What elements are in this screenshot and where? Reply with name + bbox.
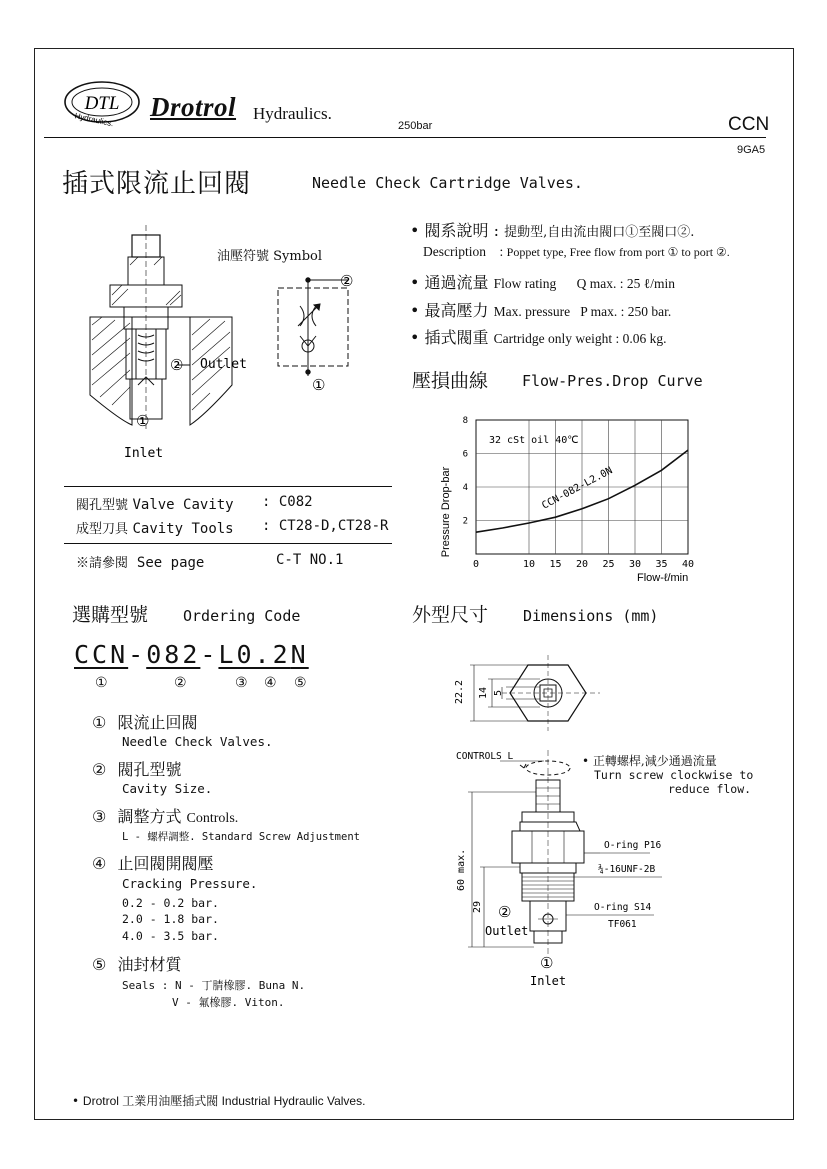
cavity-row3-value: C-T NO.1	[276, 552, 344, 568]
cavity-rule-top	[64, 486, 392, 487]
chart-ytick-label: 8	[462, 416, 468, 426]
logo-ring-text: Hydraulics.	[73, 111, 115, 129]
dim-14: 14	[478, 686, 489, 699]
dim-oring2-sub: TF061	[608, 919, 637, 930]
catalog-code: 9GA5	[737, 144, 766, 156]
spec-pressure: • 最高壓力 Max. pressure P max. : 250 bar.	[410, 301, 672, 320]
code-part-seal: N	[290, 640, 309, 669]
item5-cn: 油封材質	[117, 955, 182, 974]
footer-text: Drotrol 工業用油壓插式閥 Industrial Hydraulic Valves.	[82, 1094, 366, 1108]
drawing-outlet-label: Outlet	[200, 357, 247, 372]
item3-line1: L - 螺桿調整. Standard Screw Adjustment	[122, 831, 360, 843]
chart-annotation: 32 cSt oil 40℃	[489, 435, 579, 446]
chart-ytick-label: 4	[462, 483, 468, 493]
drawing-port2: ②	[170, 357, 184, 374]
chart-xlabel: Flow-ℓ/min	[637, 572, 689, 584]
brand-suffix: Hydraulics.	[253, 104, 332, 123]
code-part-cavity: 082	[146, 640, 201, 669]
title-cn: 插式限流止回閥	[62, 169, 252, 199]
spec-desc-en-label: Description	[423, 244, 486, 259]
chart-xtick-label: 40	[681, 559, 695, 570]
chart-xtick-label: 10	[522, 559, 536, 570]
cavity-row2-value: : CT28-D,CT28-R	[262, 518, 389, 534]
spec-flow-cn: 通過流量	[424, 273, 489, 292]
dim-60: 60 max.	[456, 848, 467, 891]
item4-cn: 止回閥開閥壓	[117, 854, 214, 873]
model-code: CCN	[728, 114, 770, 135]
ordering-item-4	[92, 851, 213, 874]
code-part-series: CCN	[74, 640, 129, 669]
code-num-3: ③	[235, 675, 248, 691]
item3-num: ③	[92, 807, 107, 826]
dim-port1: ①	[540, 955, 554, 972]
header-rule	[44, 137, 766, 138]
chart-xtick-label: 20	[575, 559, 589, 570]
dimension-drawing	[440, 655, 780, 995]
chart-ytick-label: 2	[462, 516, 468, 527]
spec-description-cn: • 閥系說明 : 提動型,自由流由閥口①至閥口②.	[410, 221, 695, 240]
chart-ytick-label: 6	[462, 449, 468, 460]
hydraulic-symbol	[270, 268, 370, 398]
cavity-row1-value: : C082	[262, 494, 313, 510]
spec-weight: • 插式閥重 Cartridge only weight : 0.06 kg.	[410, 328, 667, 347]
item4-num: ④	[92, 854, 107, 873]
cavity-row2-cn: 成型刀具	[76, 522, 129, 537]
item4-line3: 2.0 - 1.8 bar.	[122, 912, 219, 926]
brand-name: Drotrol	[150, 92, 237, 122]
item1-num: ①	[92, 713, 107, 732]
item2-num: ②	[92, 760, 107, 779]
code-num-2: ②	[174, 675, 187, 691]
drawing-inlet-label: Inlet	[124, 446, 164, 461]
item5-line2: V - 氟橡膠. Viton.	[172, 996, 285, 1009]
symbol-label: 油壓符號 Symbol	[217, 249, 323, 264]
dim-note-en1: Turn screw clockwise to	[594, 768, 754, 782]
dim-22: 22.2	[454, 679, 465, 704]
item5-line1: Seals : N - 丁腈橡膠. Buna N.	[122, 979, 306, 992]
cavity-row-2	[76, 518, 234, 537]
chart-xtick-label: 15	[549, 559, 562, 570]
cavity-row3-cn: ※請參閱	[76, 556, 129, 571]
flow-pressure-chart	[432, 412, 712, 587]
item1-cn: 限流止回閥	[117, 713, 198, 732]
dim-controls-label: CONTROLS L	[456, 751, 514, 762]
spec-pressure-cn: 最高壓力	[424, 301, 489, 320]
dimensions-title-en: Dimensions (mm)	[523, 607, 659, 625]
code-dash-2: -	[200, 640, 219, 669]
item4-line1: Cracking Pressure.	[122, 876, 258, 891]
spec-pressure-value: P max. : 250 bar.	[580, 304, 672, 319]
dimensions-title-cn: 外型尺寸	[412, 604, 489, 626]
drawing-port1: ①	[136, 413, 150, 430]
item3-cn: 調整方式	[117, 807, 182, 826]
item4-line2: 0.2 - 0.2 bar.	[122, 896, 219, 910]
title-en: Needle Check Cartridge Valves.	[312, 174, 583, 192]
curve-title-en: Flow-Pres.Drop Curve	[522, 372, 703, 390]
symbol-port1: ①	[312, 377, 326, 394]
footer: • Drotrol 工業用油壓插式閥 Industrial Hydraulic Valves.	[72, 1094, 366, 1108]
dim-port2: ②	[498, 904, 512, 921]
item1-line1: Needle Check Valves.	[122, 734, 273, 749]
code-num-5: ⑤	[294, 675, 307, 691]
dtl-logo	[62, 78, 148, 130]
cavity-row2-en: Cavity Tools	[132, 521, 234, 537]
dim-outlet: Outlet	[485, 924, 529, 938]
dim-note-en2: reduce flow.	[668, 782, 752, 796]
logo-text: DTL	[84, 93, 120, 114]
ordering-item-1	[92, 710, 197, 733]
code-part-pressure: 0.2	[236, 640, 291, 669]
dim-29: 29	[472, 900, 483, 913]
code-num-1: ①	[95, 675, 108, 691]
item2-cn: 閥孔型號	[117, 760, 182, 779]
dim-inlet: Inlet	[530, 974, 567, 988]
spec-flow: • 通過流量 Flow rating Q max. : 25 ℓ/min	[410, 273, 675, 292]
item4-line4: 4.0 - 3.5 bar.	[122, 929, 219, 943]
code-dash-1: -	[128, 640, 147, 669]
ordering-item-3	[92, 804, 238, 827]
ordering-item-2	[92, 757, 181, 780]
cavity-row1-cn: 閥孔型號	[76, 498, 129, 513]
cavity-row3-en: See page	[136, 555, 205, 571]
spec-flow-value: Q max. : 25 ℓ/min	[576, 276, 675, 291]
curve-title-cn: 壓損曲線	[412, 370, 489, 392]
dim-note-cn-text: 正轉螺桿,減少通過流量	[592, 754, 717, 768]
spec-flow-en: Flow rating	[493, 276, 557, 291]
cavity-row-1	[76, 494, 234, 513]
dim-oring1: O-ring P16	[604, 840, 662, 851]
spec-weight-cn: 插式閥重	[424, 328, 489, 347]
spec-weight-en: Cartridge only weight : 0.06 kg.	[493, 331, 667, 346]
chart-xtick-label: 35	[655, 559, 668, 570]
code-num-4: ④	[264, 675, 277, 691]
chart-series-label: CCN-082-L2.0N	[540, 465, 615, 512]
ordering-title-en: Ordering Code	[183, 607, 301, 625]
chart-xtick-label: 25	[602, 559, 615, 570]
ordering-item-5	[92, 952, 181, 975]
symbol-port2: ②	[340, 273, 354, 290]
cavity-row-3	[76, 552, 204, 571]
code-part-control: L	[218, 640, 237, 669]
spec-desc-cn-label: 閥系說明	[424, 221, 489, 240]
spec-description-en: Description : Poppet type, Free flow from port ① to port ②.	[423, 244, 730, 259]
item3-cn-en: Controls.	[186, 811, 239, 826]
spec-desc-cn-value: 提動型,自由流由閥口①至閥口②.	[504, 225, 695, 240]
cavity-rule-bottom	[64, 543, 392, 544]
ordering-code	[74, 640, 309, 669]
cavity-row1-en: Valve Cavity	[132, 497, 234, 513]
item2-line1: Cavity Size.	[122, 781, 213, 796]
spec-pressure-en: Max. pressure	[493, 304, 571, 319]
dim-oring2: O-ring S14	[594, 902, 652, 913]
chart-xtick-label: 0	[472, 559, 480, 570]
ordering-title-cn: 選購型號	[72, 604, 149, 626]
spec-desc-en-value: Poppet type, Free flow from port ① to port ②.	[506, 245, 730, 259]
dim-5: 5	[493, 689, 504, 696]
pressure-rating: 250bar	[398, 120, 433, 132]
chart-xtick-label: 30	[628, 559, 642, 570]
dim-thread: ¾-16UNF-2B	[598, 864, 656, 875]
chart-ylabel: Pressure Drop-bar	[440, 466, 452, 558]
item5-num: ⑤	[92, 955, 107, 974]
dim-note-cn: • 正轉螺桿,減少通過流量	[582, 754, 717, 768]
